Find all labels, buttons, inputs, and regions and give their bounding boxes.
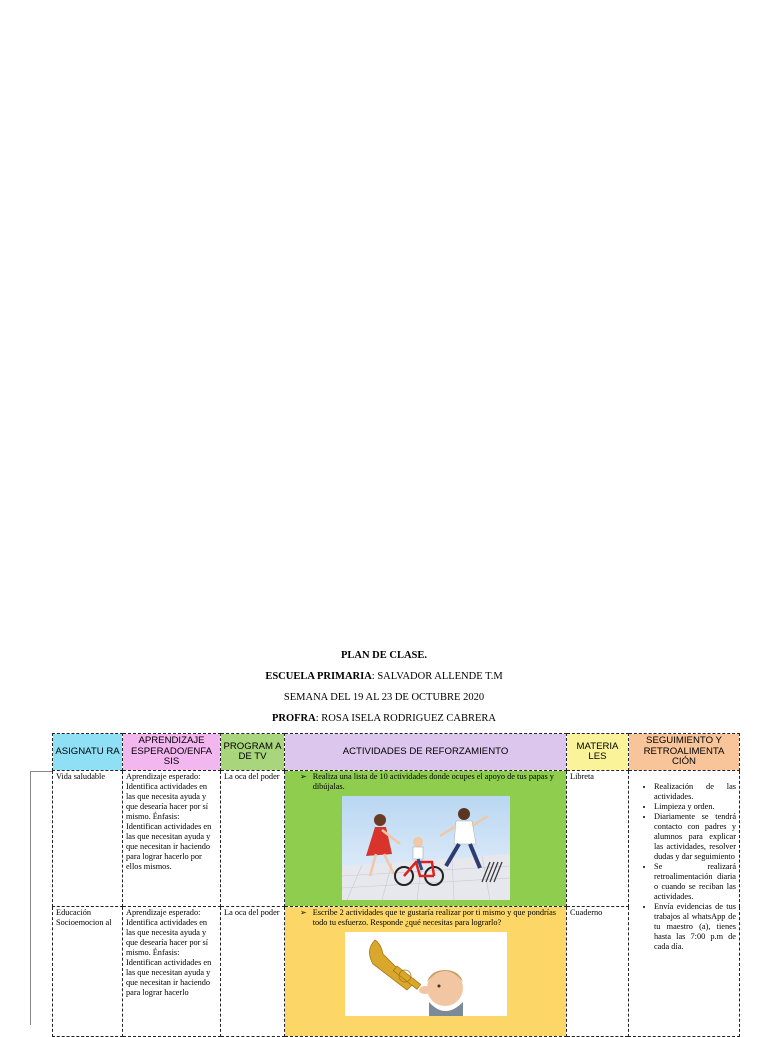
header-seguimiento: SEGUIMIENTO Y RETROALIMENTA CIÓN — [629, 734, 740, 771]
cell-materiales: Cuaderno — [567, 907, 629, 1037]
school-line: ESCUELA PRIMARIA: SALVADOR ALLENDE T.M — [265, 671, 503, 682]
cell-programa: La oca del poder — [221, 771, 285, 907]
boy-trumpet-photo — [345, 932, 507, 1016]
cell-actividad — [285, 907, 567, 1037]
cell-actividad — [285, 771, 567, 907]
document-title: PLAN DE CLASE. — [340, 650, 428, 661]
activity-text: Escribe 2 actividades que te gustaría realizar por ti mismo y que pondrías todo tu esfuerzo. Responde ¿qué necesitas para lograrlo? — [312, 908, 556, 927]
seguimiento-list — [632, 782, 736, 952]
arrow-bullet-icon: ➢ — [300, 772, 307, 781]
header-asignatura: ASIGNATU RA — [53, 734, 123, 771]
class-plan-table — [52, 733, 740, 1037]
header-actividades: ACTIVIDADES DE REFORZAMIENTO — [285, 734, 567, 771]
activity-text: Realiza una lista de 10 actividades donde ocupes el apoyo de tus papas y dibújalas. — [312, 772, 554, 791]
cell-asignatura: Vida saludable — [53, 771, 123, 907]
cell-asignatura: Educación Socioemocion al — [53, 907, 123, 1037]
arrow-bullet-icon: ➢ — [300, 908, 307, 917]
cell-aprendizaje: Aprendizaje esperado: Identifica actividades en las que necesita ayuda y que desearía hacer por sí mismo. Énfasis: Identifican actividades en las que necesitan ayuda y que necesitan ir haciendo para lograr hacerlo — [123, 907, 221, 1037]
cell-materiales: Libreta — [567, 771, 629, 907]
header-aprendizaje: APRENDIZAJE ESPERADO/ENFA SIS — [123, 734, 221, 771]
list-item: • Envía evidencias de tus trabajos al whatsApp de tu maestro (a), tienes hasta las 7:00 p.m de cada día. — [654, 902, 736, 952]
list-item: • Limpieza y orden. — [654, 802, 736, 812]
table-header-row — [53, 734, 740, 771]
list-item: • Se realizará retroalimentación diaria o cuando se reciban las actividades. — [654, 862, 736, 902]
teacher-line: PROFRA: ROSA ISELA RODRIGUEZ CABRERA — [271, 713, 497, 724]
table-row — [53, 771, 740, 907]
family-biking-illustration — [342, 796, 510, 900]
header-materiales: MATERIA LES — [567, 734, 629, 771]
left-margin-cell — [30, 771, 53, 1025]
header-programa-tv: PROGRAM A DE TV — [221, 734, 285, 771]
cell-programa: La oca del poder — [221, 907, 285, 1037]
cell-aprendizaje: Aprendizaje esperado: Identifica actividades en las que necesita ayuda y que desearía hacer por sí mismo. Énfasis: Identifican actividades en las que necesitan ayuda y que necesitan ir haciendo para lograr hacerlo por ellos mismos. — [123, 771, 221, 907]
list-item: • Realización de las actividades. — [654, 782, 736, 802]
list-item: • Diariamente se tendrá contacto con padres y alumnos para explicar las actividades, resolver dudas y dar seguimiento — [654, 812, 736, 862]
cell-seguimiento — [629, 771, 740, 1037]
week-line: SEMANA DEL 19 AL 23 DE OCTUBRE 2020 — [283, 692, 485, 703]
